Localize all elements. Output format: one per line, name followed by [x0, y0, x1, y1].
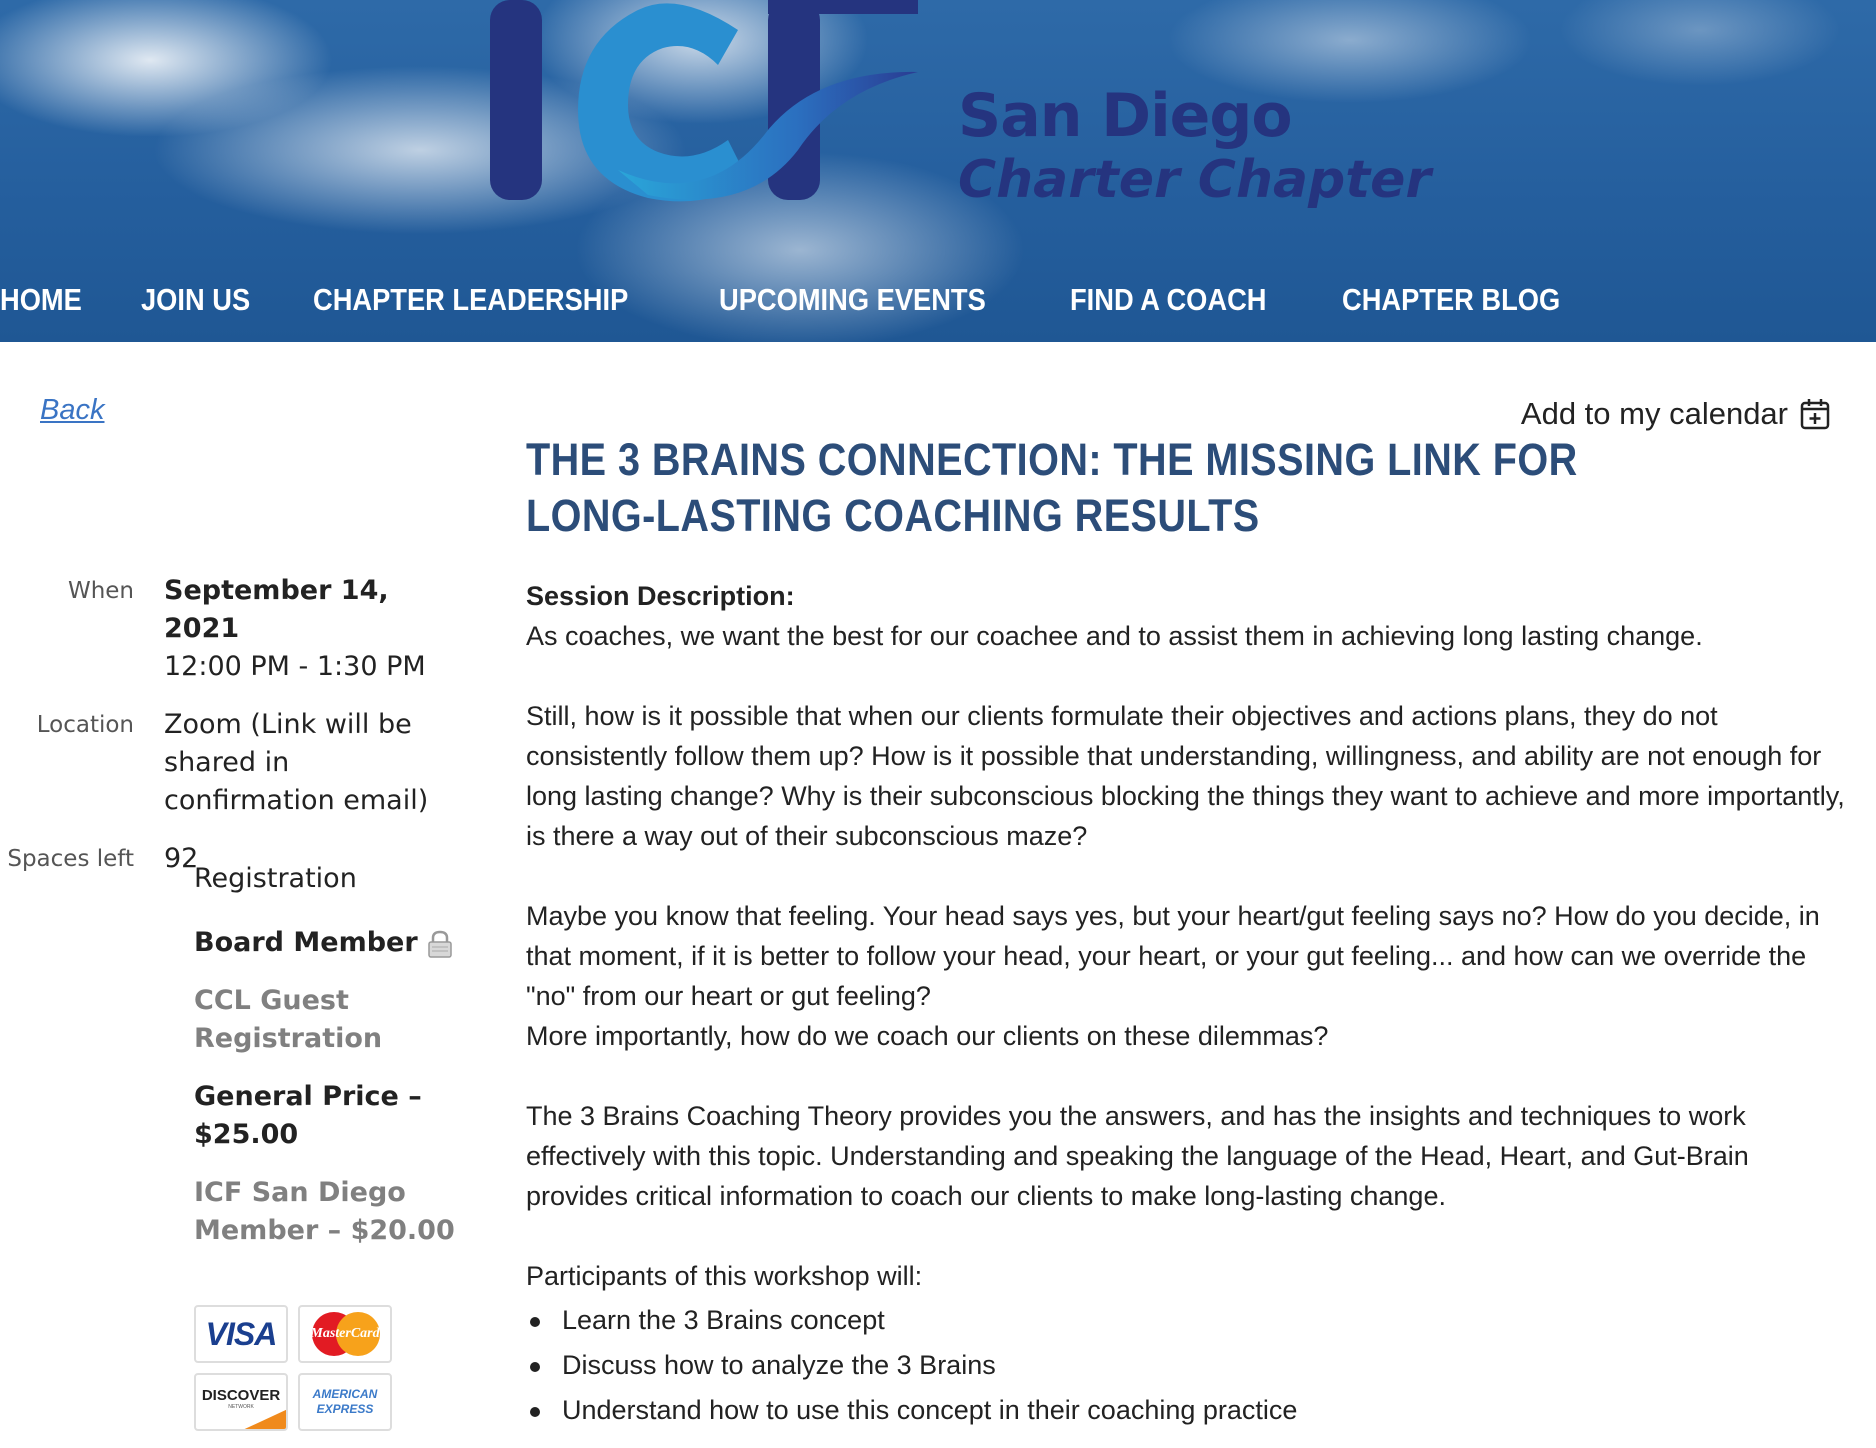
description-paragraph: Participants of this workshop will: [526, 1261, 923, 1291]
discover-swoosh [196, 1375, 288, 1431]
when-label: When [67, 578, 134, 604]
registration-options [194, 860, 494, 1270]
description-paragraph: More importantly, how do we coach our clients on these dilemmas? [526, 1021, 1329, 1051]
calendar-add-icon [1800, 398, 1830, 430]
description-paragraph: Maybe you know that feeling. Your head says yes, but your heart/gut feeling says no? How do you decide, in that moment, if it is better to follow your head, your heart, or your gut feeling... and how can we override the "no" from our heart or gut feeling? [526, 901, 1820, 1011]
description-paragraph: The 3 Brains Coaching Theory provides you the answers, and has the insights and techniques to work effectively with this topic. Understanding and speaking the language of the Head, Heart, and Gut-Brain provides critical information to coach our clients to make long-lasting change. [526, 1101, 1749, 1211]
location-value: Zoom (Link will be shared in confirmation email) [164, 709, 429, 816]
mastercard-text: MasterCard [310, 1326, 380, 1341]
description-paragraph: As coaches, we want the best for our coachee and to assist them in achieving long lasting change. [526, 621, 1703, 651]
session-description [526, 576, 1846, 1433]
registration-option-ccl-guest[interactable]: CCL Guest Registration [194, 985, 383, 1054]
org-subtitle: Charter Chapter [958, 150, 1432, 210]
nav-chapter-leadership[interactable]: CHAPTER LEADERSHIP [313, 282, 629, 317]
list-item: Discuss how to analyze the 3 Brains [526, 1343, 1846, 1388]
description-paragraph: Still, how is it possible that when our clients formulate their objectives and actions plans, they do not consistently follow them up? How is it possible that understanding, willingness, and ability are not enough for long lasting change? Why is their subconscious blocking the things they want to achieve and more importantly, is there a way out of their subconscious maze? [526, 701, 1845, 851]
list-item: Understand how to use this concept in their coaching practice [526, 1388, 1846, 1433]
discover-sub-text: NETWORK [228, 1403, 254, 1410]
spaces-label: Spaces left [7, 846, 134, 872]
location-row [0, 706, 500, 820]
discover-text: DISCOVER [201, 1386, 281, 1404]
registration-option-label: Board Member [194, 927, 418, 958]
spaces-value: 92 [164, 843, 199, 874]
add-to-calendar-label: Add to my calendar [1520, 396, 1788, 431]
add-to-calendar-button[interactable] [1521, 396, 1830, 432]
registration-option-general[interactable]: General Price – $25.00 [194, 1081, 422, 1150]
back-link[interactable]: Back [40, 394, 105, 426]
visa-card-logo [194, 1305, 288, 1363]
list-item: Learn the 3 Brains concept [526, 1298, 1846, 1343]
event-title: THE 3 BRAINS CONNECTION: THE MISSING LINK FOR LONG-LASTING COACHING RESULTS [526, 434, 1578, 541]
main-nav [0, 276, 1638, 324]
amex-card-logo [298, 1373, 392, 1431]
discover-card-logo [194, 1373, 288, 1431]
nav-find-a-coach[interactable]: FIND A COACH [1070, 282, 1267, 317]
payment-cards [194, 1305, 400, 1431]
nav-home[interactable]: HOME [0, 282, 82, 317]
event-details [0, 572, 500, 898]
registration-title: Registration [194, 863, 357, 894]
when-value [164, 572, 464, 686]
visa-text: VISA [205, 1315, 277, 1352]
event-date: September 14, 2021 [164, 575, 389, 644]
lock-icon [426, 929, 454, 959]
location-label: Location [36, 712, 134, 738]
icf-logo[interactable] [478, 0, 928, 210]
description-heading: Session Description: [526, 581, 795, 611]
amex-line2: EXPRESS [316, 1402, 374, 1416]
when-row [0, 572, 500, 686]
workshop-outcomes-list [526, 1298, 1846, 1433]
nav-chapter-blog[interactable]: CHAPTER BLOG [1341, 282, 1560, 317]
registration-option-member[interactable]: ICF San Diego Member – $20.00 [194, 1177, 455, 1246]
site-header [0, 0, 1876, 342]
nav-join-us[interactable]: JOIN US [141, 282, 251, 317]
mastercard-card-logo [298, 1305, 392, 1363]
nav-upcoming-events[interactable]: UPCOMING EVENTS [719, 282, 987, 317]
registration-option-board-member[interactable] [194, 924, 494, 962]
org-name: San Diego [958, 81, 1292, 151]
event-time: 12:00 PM - 1:30 PM [164, 651, 426, 682]
amex-line1: AMERICAN [312, 1387, 378, 1401]
